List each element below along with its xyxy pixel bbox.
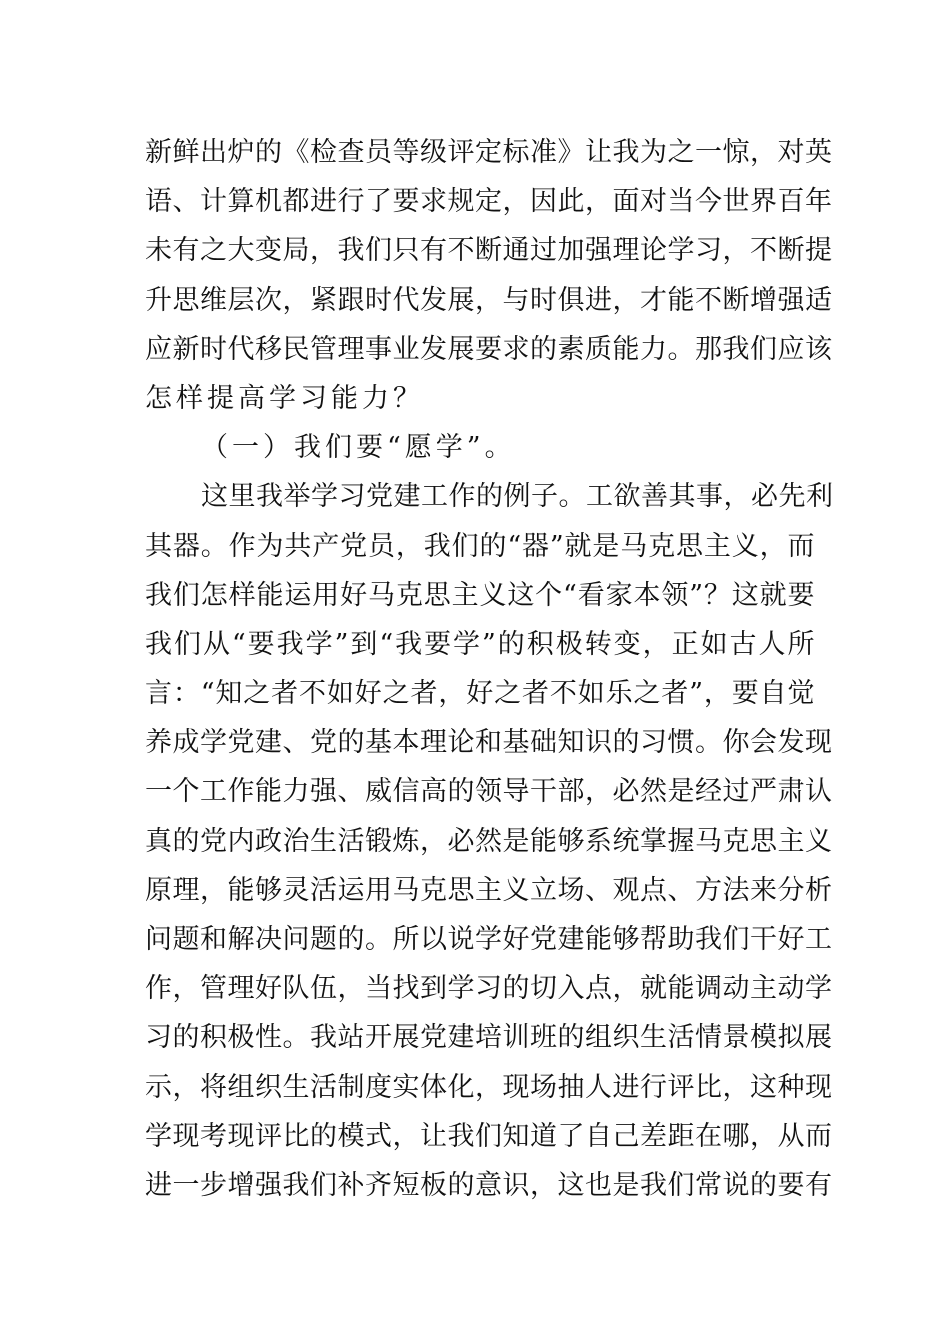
paragraph-2-line: 我们从“要我学”到“我要学”的积极转变，正如古人所 xyxy=(145,628,815,660)
paragraph-2-line: 作，管理好队伍，当找到学习的切入点，就能调动主动学 xyxy=(145,973,833,1005)
paragraph-2-line: 养成学党建、党的基本理论和基础知识的习惯。你会发现 xyxy=(145,727,833,759)
paragraph-2-line: 进一步增强我们补齐短板的意识，这也是我们常说的要有 xyxy=(145,1169,833,1201)
paragraph-1-line: 新鲜出炉的《检查员等级评定标准》让我为之一惊，对英 xyxy=(145,137,833,168)
paragraph-2-line: 示，将组织生活制度实体化，现场抽人进行评比，这种现 xyxy=(145,1071,833,1103)
paragraph-1-line: 未有之大变局，我们只有不断通过加强理论学习，不断提 xyxy=(145,235,833,267)
document-body xyxy=(145,128,834,1210)
paragraph-1-line: 怎样提高学习能力？ xyxy=(145,382,424,414)
paragraph-1-line: 升思维层次，紧跟时代发展，与时俱进，才能不断增强适 xyxy=(145,284,833,316)
paragraph-2-line: 问题和解决问题的。所以说学好党建能够帮助我们干好工 xyxy=(145,924,833,955)
paragraph-2-line: 我们怎样能运用好马克思主义这个“看家本领”？这就要 xyxy=(145,579,815,611)
paragraph-2-line: 真的党内政治生活锻炼，必然是能够系统掌握马克思主义 xyxy=(145,825,833,857)
paragraph-2-line: 原理，能够灵活运用马克思主义立场、观点、方法来分析 xyxy=(145,874,833,906)
paragraph-2-line: 言：“知之者不如好之者，好之者不如乐之者”，要自觉 xyxy=(145,678,815,710)
paragraph-2-line: 习的积极性。我站开展党建培训班的组织生活情景模拟展 xyxy=(145,1022,833,1054)
paragraph-1-line: 语、计算机都进行了要求规定，因此，面对当今世界百年 xyxy=(145,186,833,218)
paragraph-2-line: 一个工作能力强、威信高的领导干部，必然是经过严肃认 xyxy=(145,776,833,808)
paragraph-1-line: 应新时代移民管理事业发展要求的素质能力。那我们应该 xyxy=(145,333,833,365)
paragraph-2-line: 学现考现评比的模式，让我们知道了自己差距在哪，从而 xyxy=(145,1120,833,1152)
section-heading: （一）我们要“愿学”。 xyxy=(201,432,516,464)
paragraph-2-line: 这里我举学习党建工作的例子。工欲善其事，必先利 xyxy=(201,481,834,513)
paragraph-2-line: 其器。作为共产党员，我们的“器”就是马克思主义，而 xyxy=(145,530,815,562)
